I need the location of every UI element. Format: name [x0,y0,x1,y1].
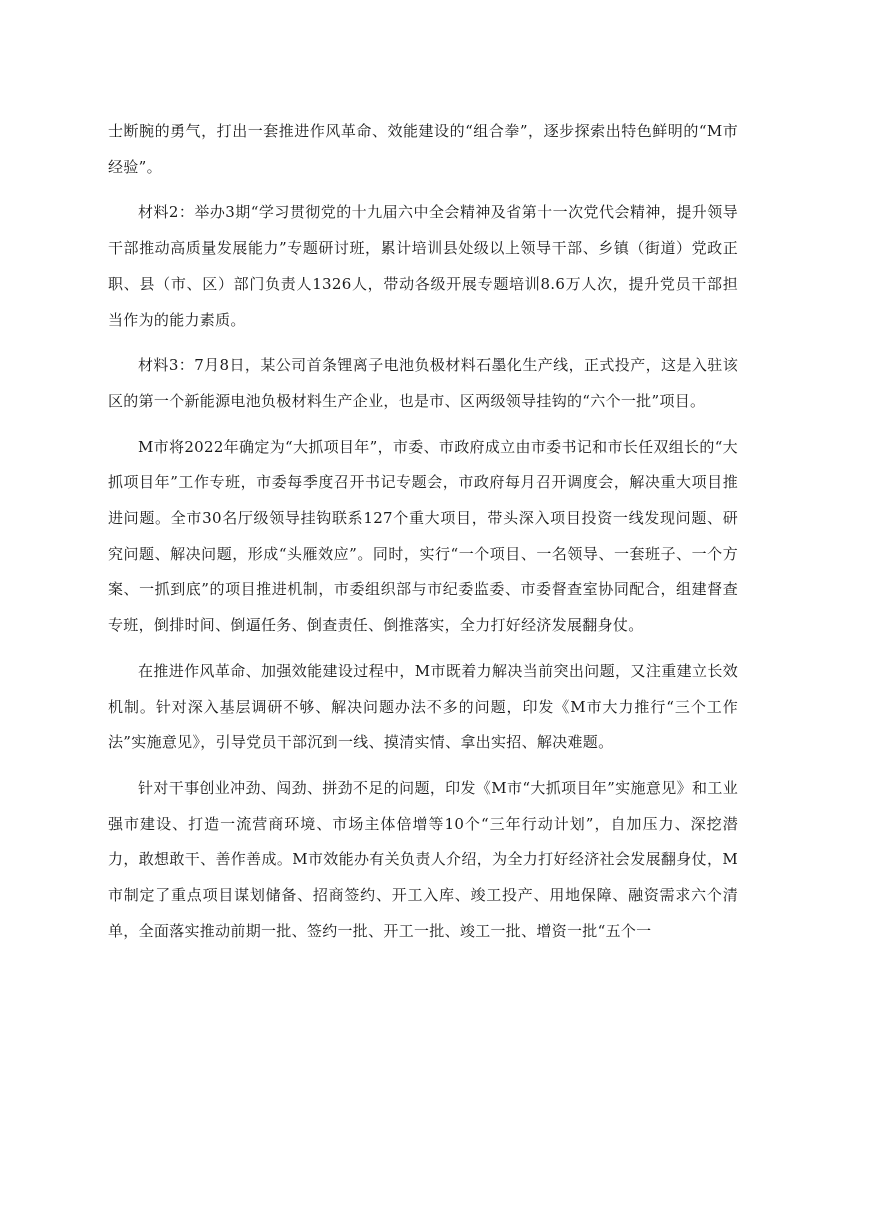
paragraph-project-year: M市将2022年确定为“大抓项目年”，市委、市政府成立由市委书记和市长任双组长的“大抓项目年”工作专班，市委每季度召开书记专题会，市政府每月召开调度会，解决重大项目推进问题。全市30名厅级领导挂钩联系127个重大项目，带头深入项目投资一线发现问题、研究问题、解决问题，形成“头雁效应”。同时，实行“一个项目、一名领导、一套班子、一个方案、一抓到底”的项目推进机制，市委组织部与市纪委监委、市委督查室协同配合，组建督查专班，倒排时间、倒逼任务、倒查责任、倒推落实，全力打好经济发展翻身仗。 [108,437,738,635]
paragraph-long-term-mechanism: 在推进作风革命、加强效能建设过程中，M市既着力解决当前突出问题，又注重建立长效机制。针对深入基层调研不够、解决问题办法不多的问题，印发《M市大力推行“三个工作法”实施意见》，引导党员干部沉到一线、摸清实情、拿出实招、解决难题。 [108,661,738,752]
document-body [108,114,738,959]
paragraph-action-plans: 针对干事创业冲劲、闯劲、拼劲不足的问题，印发《M市“大抓项目年”实施意见》和工业强市建设、打造一流营商环境、市场主体倍增等10个“三年行动计划”，自加压力、深挖潜力，敢想敢干、善作善成。M市效能办有关负责人介绍，为全力打好经济社会发展翻身仗，M市制定了重点项目谋划储备、招商签约、开工入库、竣工投产、用地保障、融资需求六个清单，全面落实推动前期一批、签约一批、开工一批、竣工一批、增资一批“五个一 [108,778,738,940]
paragraph-material-2: 材料2：举办3期“学习贯彻党的十九届六中全会精神及省第十一次党代会精神，提升领导干部推动高质量发展能力”专题研讨班，累计培训县处级以上领导干部、乡镇（街道）党政正职、县（市、区）部门负责人1326人，带动各级开展专题培训8.6万人次，提升党员干部担当作为的能力素质。 [108,203,738,329]
paragraph-material-3: 材料3：7月8日，某公司首条锂离子电池负极材料石墨化生产线，正式投产，这是入驻该区的第一个新能源电池负极材料生产企业，也是市、区两级领导挂钩的“六个一批”项目。 [108,356,738,410]
paragraph-continuation: 士断腕的勇气，打出一套推进作风革命、效能建设的“组合拳”，逐步探索出特色鲜明的“M市经验”。 [108,122,738,176]
